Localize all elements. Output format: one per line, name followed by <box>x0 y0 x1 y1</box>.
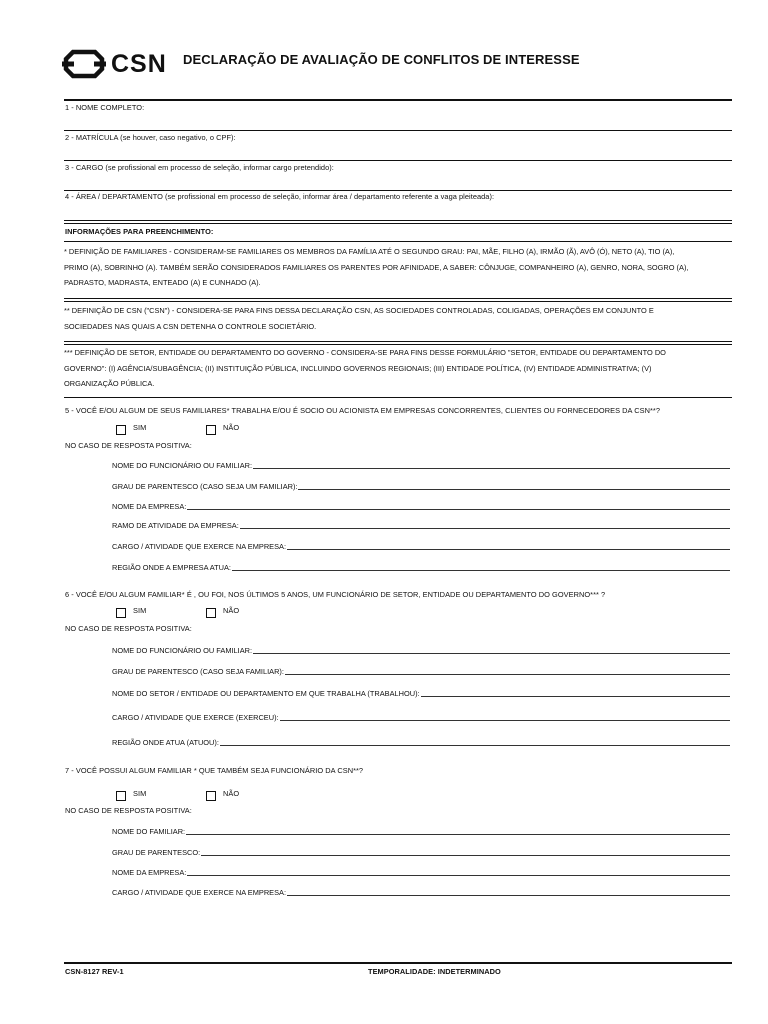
q5-no-label: NÃO <box>223 423 240 432</box>
q6-no-checkbox[interactable] <box>206 608 216 618</box>
definition-government: *** DEFINIÇÃO DE SETOR, ENTIDADE OU DEPARTAMENTO DO GOVERNO - CONSIDERA-SE PARA FINS DESSE FORMULÁRIO "SETOR, ENTIDADE OU DEPARTAMENTO DO GOVERNO": (I) AGÊNCIA/SUBAGÊNCIA; (II) INSTITUIÇÃO PÚBLICA, INCLUINDO GOVERNOS REGIONAIS; (III) ENTIDADE POLÍTICA, (IV) ENTIDADE ADMINISTRATIVA; (V) ORGANIZAÇÃO PÚBLICA. <box>64 348 666 388</box>
q5-no-checkbox[interactable] <box>206 425 216 435</box>
q5-positive-label: NO CASO DE RESPOSTA POSITIVA: <box>65 441 192 450</box>
q6-field-kinship[interactable]: GRAU DE PARENTESCO (CASO SEJA FAMILIAR): <box>112 665 730 676</box>
q5-field-role[interactable]: CARGO / ATIVIDADE QUE EXERCE NA EMPRESA: <box>112 540 730 551</box>
q5-yes-label: SIM <box>133 423 147 432</box>
q7-no-label: NÃO <box>223 789 240 798</box>
divider <box>64 130 732 131</box>
field-full-name[interactable]: 1 - NOME COMPLETO: <box>65 103 145 112</box>
q6-positive-label: NO CASO DE RESPOSTA POSITIVA: <box>65 624 192 633</box>
q7-field-kinship[interactable]: GRAU DE PARENTESCO: <box>112 846 730 857</box>
q5-field-region[interactable]: REGIÃO ONDE A EMPRESA ATUA: <box>112 561 730 572</box>
q7-field-role[interactable]: CARGO / ATIVIDADE QUE EXERCE NA EMPRESA: <box>112 886 730 897</box>
q7-yes-label: SIM <box>133 789 147 798</box>
q7-yes-checkbox[interactable] <box>116 791 126 801</box>
q7-field-company[interactable]: NOME DA EMPRESA: <box>112 866 730 877</box>
q5-yes-checkbox[interactable] <box>116 425 126 435</box>
question-6: 6 - VOCÊ E/OU ALGUM FAMILIAR* É , OU FOI, NOS ÚLTIMOS 5 ANOS, UM FUNCIONÁRIO DE SETOR, ENTIDADE OU DEPARTAMENTO DO GOVERNO*** ? <box>65 590 606 599</box>
q6-yes-checkbox[interactable] <box>116 608 126 618</box>
divider <box>64 220 732 224</box>
field-department[interactable]: 4 - ÁREA / DEPARTAMENTO (se profissional em processo de seleção, informar área / departamento referente a vaga pleiteada): <box>65 192 495 201</box>
divider <box>64 190 732 191</box>
q5-field-company[interactable]: NOME DA EMPRESA: <box>112 500 730 511</box>
divider <box>64 160 732 161</box>
q5-field-name[interactable]: NOME DO FUNCIONÁRIO OU FAMILIAR: <box>112 459 730 470</box>
definition-csn: ** DEFINIÇÃO DE CSN ("CSN") - CONSIDERA-SE PARA FINS DESSA DECLARAÇÃO CSN, AS SOCIEDADES CONTROLADAS, COLIGADAS, OPERAÇÕES EM CONJUNTO E SOCIEDADES NAS QUAIS A CSN DETENHA O CONTROLE SOCIETÁRIO. <box>64 306 654 331</box>
question-7: 7 - VOCÊ POSSUI ALGUM FAMILIAR * QUE TAMBÉM SEJA FUNCIONÁRIO DA CSN**? <box>65 766 364 775</box>
question-5: 5 - VOCÊ E/OU ALGUM DE SEUS FAMILIARES* TRABALHA E/OU É SOCIO OU ACIONISTA EM EMPRESAS CONCORRENTES, CLIENTES OU FORNECEDORES DA CSN**? <box>65 406 660 415</box>
field-position[interactable]: 3 - CARGO (se profissional em processo de seleção, informar cargo pretendido): <box>65 163 334 172</box>
q6-field-sector[interactable]: NOME DO SETOR / ENTIDADE OU DEPARTAMENTO EM QUE TRABALHA (TRABALHOU): <box>112 687 730 698</box>
q6-no-label: NÃO <box>223 606 240 615</box>
divider <box>64 298 732 302</box>
definition-family: * DEFINIÇÃO DE FAMILIARES - CONSIDERAM-SE FAMILIARES OS MEMBROS DA FAMÍLIA ATÉ O SEGUNDO GRAU: PAI, MÃE, FILHO (A), IRMÃO (Ã), AVÔ (Ó), NETO (A), TIO (A), PRIMO (A), SOBRINHO (A). TAMBÉM SERÃO CONSIDERADOS FAMILIARES OS PARENTES POR AFINIDADE, A SABER: CÔNJUGE, COMPANHEIRO (A), GENRO, NORA, SOGRO (A), PADRASTO, MADRASTA, ENTEADO (A) E CUNHADO (A). <box>64 247 689 287</box>
csn-logo-icon <box>62 48 106 80</box>
divider <box>64 99 732 101</box>
divider <box>64 397 732 398</box>
divider <box>64 241 732 242</box>
temporality: TEMPORALIDADE: INDETERMINADO <box>368 967 501 976</box>
form-code: CSN-8127 REV-1 <box>65 967 124 976</box>
q6-yes-label: SIM <box>133 606 147 615</box>
q5-field-kinship[interactable]: GRAU DE PARENTESCO (CASO SEJA UM FAMILIAR): <box>112 480 730 491</box>
q6-field-role[interactable]: CARGO / ATIVIDADE QUE EXERCE (EXERCEU): <box>112 711 730 722</box>
q6-field-name[interactable]: NOME DO FUNCIONÁRIO OU FAMILIAR: <box>112 644 730 655</box>
info-heading: INFORMAÇÕES PARA PREENCHIMENTO: <box>65 227 214 236</box>
page-title: DECLARAÇÃO DE AVALIAÇÃO DE CONFLITOS DE INTERESSE <box>183 52 580 67</box>
logo-text: CSN <box>111 50 167 78</box>
q7-field-name[interactable]: NOME DO FAMILIAR: <box>112 825 730 836</box>
q7-no-checkbox[interactable] <box>206 791 216 801</box>
q6-field-region[interactable]: REGIÃO ONDE ATUA (ATUOU): <box>112 736 730 747</box>
field-registration[interactable]: 2 - MATRÍCULA (se houver, caso negativo, o CPF): <box>65 133 236 142</box>
footer-divider <box>64 962 732 964</box>
q7-positive-label: NO CASO DE RESPOSTA POSITIVA: <box>65 806 192 815</box>
q5-field-business[interactable]: RAMO DE ATIVIDADE DA EMPRESA: <box>112 519 730 530</box>
